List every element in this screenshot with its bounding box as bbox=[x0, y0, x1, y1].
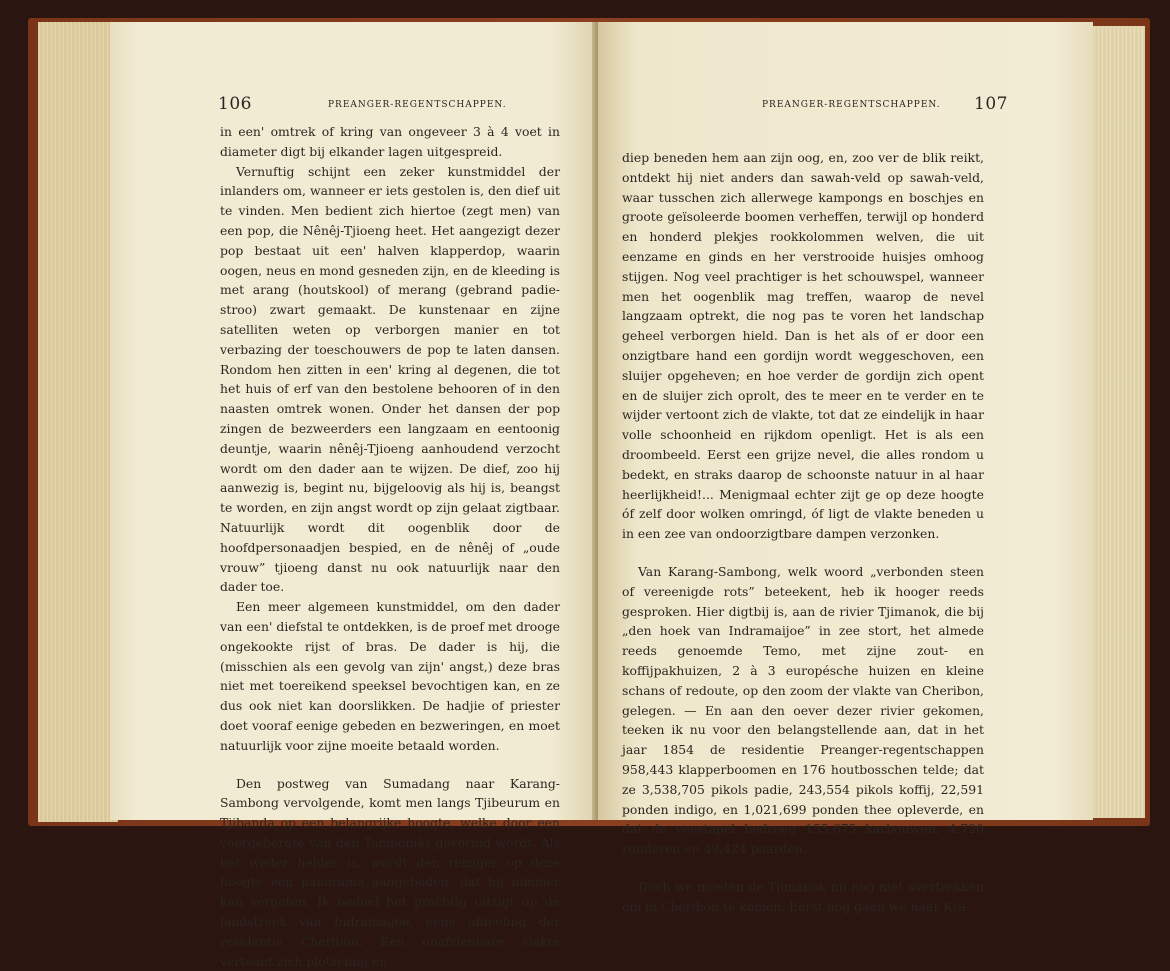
right-paragraph-1: diep beneden hem aan zijn oog, en, zoo ver de blik reikt, ontdekt hij niet anders dan sawah-veld op sawah-veld, waar tusschen zich allerwege kampongs en boschjes en groote geïsoleerde boomen verheffen, terwijl op honderd en honderd plekjes rookkolommen welven, die uit eenzame en ginds en her verstrooide huisjes omhoog stijgen. Nog veel prachtiger is het schouwspel, wanneer men het oogenblik mag treffen, waarop de nevel langzaam optrekt, die nog pas te voren het landschap geheel verborgen hield. Dan is het als of er door een onzigtbare hand een gordijn wordt weggeschoven, een sluijer opgeheven; en hoe verder de gordijn zich opent en de sluijer zich oprolt, des te meer en te verder en te wijder vertoont zich de vlakte, tot dat ze eindelijk in haar volle schoonheid en rijkdom openligt. Het is als een droombeeld. Eerst een grijze nevel, die alles rondom u bedekt, en straks daarop de schoonste natuur in al haar heerlijkheid!... Menigmaal echter zijt ge op deze hoogte óf zelf door wolken omringd, óf ligt de vlakte beneden u in een zee van ondoorzigtbare dampen verzonken. bbox=[622, 148, 984, 544]
left-paragraph-3: Een meer algemeen kunstmiddel, om den dader van een' diefstal te ontdekken, is de proef met drooge ongekookte rijst of bras. De dader is hij, die (misschien als een gevolg van zijn' angst,) deze bras niet met toereikend speeksel bevochtigen kan, en ze dus ook niet kan doorslikken. De hadjie of priester doet vooraf eenige gebeden en bezweringen, en moet natuurlijk voor zijne moeite betaald worden. bbox=[220, 597, 560, 755]
right-running-head: PREANGER-REGENTSCHAPPEN. bbox=[762, 100, 941, 110]
left-page-header bbox=[218, 94, 558, 114]
right-paragraph-2: Van Karang-Sambong, welk woord „verbonden steen of vereenigde rots” beteekent, heb ik hooger reeds gesproken. Hier digtbij is, aan de rivier Tjimanok, die bij „den hoek van Indramaijoe” in zee stort, het almede reeds genoemde Temo, met zijne zout- en koffijpakhuizen, 2 à 3 europésche huizen en kleine schans of redoute, op den zoom der vlakte van Cheribon, gelegen. — En aan den oever dezer rivier gekomen, teeken ik nu voor den belangstellende aan, dat in het jaar 1854 de residentie Preanger-regentschappen 958,443 klapperboomen en 176 houtbosschen telde; dat ze 3,538,705 pikols padie, 243,554 pikols koffij, 22,591 ponden indigo, en 1,021,699 ponden thee opleverde, en dat de veestapel bedroeg 155,675 karbouwen, 4,720 runderen en 49,424 paarden. bbox=[622, 562, 984, 859]
right-page-number: 107 bbox=[974, 94, 1008, 114]
right-paragraph-3: Doch we moeten de Tjimanok nu nog niet overtrekken om in Cheribon te komen. Eerst nog gaan we naar Kra- bbox=[622, 877, 984, 917]
right-page bbox=[598, 22, 1093, 820]
left-page-number: 106 bbox=[218, 94, 252, 114]
left-paragraph-4: Den postweg van Sumadang naar Karang-Sambong vervolgende, komt men langs Tjibeurum en Tjibanda op een belangrijke hoogte, welke door een voorgebergte van den Tampomâs gevormd wordt. Als het weder helder is, wordt den reiziger op deze hoogte een panorama aangeboden, dat hij nimmer kan vergeten. Ik bedoel het prachtig uitzigt op de landstreek van Indramaijoe, eene afdeeling der residentie Cheribon. Een onafzienbare vlakte vertoont zich plotseling en bbox=[220, 774, 560, 971]
left-running-head: PREANGER-REGENTSCHAPPEN. bbox=[328, 100, 507, 110]
left-paragraph-1: in een' omtrek of kring van ongeveer 3 à 4 voet in diameter digt bij elkander lagen uitgespreid. bbox=[220, 122, 560, 162]
left-page bbox=[110, 22, 600, 820]
left-page-text bbox=[220, 122, 560, 971]
page-edges-left bbox=[38, 22, 118, 822]
left-paragraph-2: Vernuftig schijnt een zeker kunstmiddel der inlanders om, wanneer er iets gestolen is, den dief uit te vinden. Men bedient zich hiertoe (zegt men) van een pop, die Nênêj-Tjioeng heet. Het aangezigt dezer pop bestaat uit een' halven klapperdop, waarin oogen, neus en mond gesneden zijn, en de kleeding is met arang (houtskool) of merang (gebrand padie-stroo) zwart gemaakt. De kunstenaar en zijne satelliten weten op verborgen manier en tot verbazing der toeschouwers de pop te laten dansen. Rondom hen zitten in een' kring al degenen, die tot het huis of erf van den bestolene behooren of in den naasten omtrek wonen. Onder het dansen der pop zingen de bezweerders een langzaam en eentoonig deuntje, waarin nênêj-Tjioeng aanhoudend verzocht wordt om den dader aan te wijzen. De dief, zoo hij aanwezig is, begint nu, bijgeloovig als hij is, beangst te worden, en zijn angst wordt op zijn gelaat zigtbaar. Natuurlijk wordt dit oogenblik door de hoofdpersonaadjen bespied, en de nênêj of „oude vrouw” tjioeng danst nu ook natuurlijk naar den dader toe. bbox=[220, 162, 560, 598]
right-page-text bbox=[622, 148, 984, 916]
page-edges-right bbox=[1085, 26, 1145, 818]
